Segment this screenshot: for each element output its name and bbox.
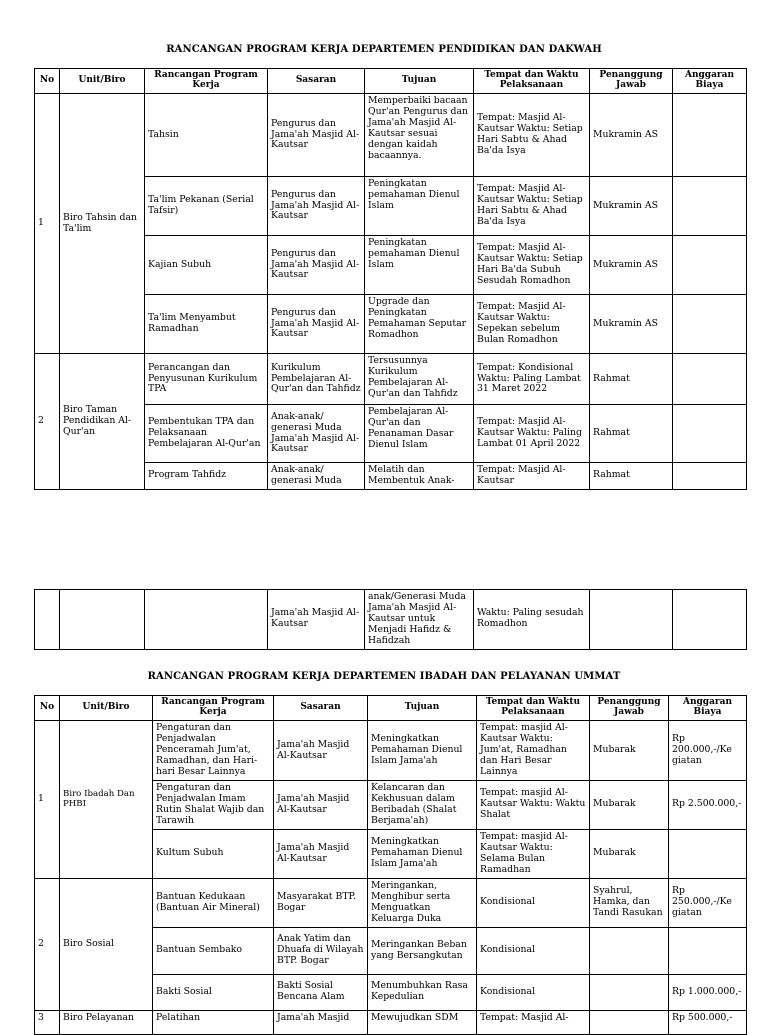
row-program: Ta'lim Menyambut Ramadhan <box>145 295 268 354</box>
row-pj: Mubarak <box>590 829 669 878</box>
row-tempat: Tempat: Masjid Al-Kautsar Waktu: Setiap Hari Sabtu & Ahad Ba'da Isya <box>474 177 590 236</box>
row-pj: Mubarak <box>590 781 669 830</box>
header-sasaran: Sasaran <box>268 69 365 94</box>
row-tujuan: Tersusunnya Kurikulum Pembelajaran Al-Qur'an dan Tahfidz <box>365 354 474 405</box>
row-tujuan: Kelancaran dan Kekhusuan dalam Beribadah (Shalat Berjama'ah) <box>368 781 477 830</box>
row-unit: Biro Ibadah Dan PHBI <box>60 721 153 879</box>
row-tempat: Tempat: masjid Al-Kautsar Waktu: Jum'at, Ramadhan dan Hari Besar Lainnya <box>477 721 590 781</box>
row-tujuan: anak/Generasi Muda Jama'ah Masjid Al-Kautsar untuk Menjadi Hafidz & Hafidzah <box>365 590 474 650</box>
row-tempat: Tempat: masjid Al-Kautsar Waktu: Selama Bulan Ramadhan <box>477 829 590 878</box>
header-pj: Penanggung Jawab <box>590 696 669 721</box>
row-tujuan: Peningkatan pemahaman Dienul Islam <box>365 236 474 295</box>
row-tujuan: Pembelajaran Al-Qur'an dan Penanaman Dasar Dienul Islam <box>365 405 474 463</box>
row-program: Pembentukan TPA dan Pelaksanaan Pembelajaran Al-Qur'an <box>145 405 268 463</box>
row-biaya: Rp 2.500.000,- <box>669 781 747 830</box>
header-pj: Penanggung Jawab <box>590 69 673 94</box>
row-tempat: Tempat: Masjid Al-Kautsar Waktu: Setiap Hari Ba'da Subuh Sesudah Romadhon <box>474 236 590 295</box>
header-biaya: Anggaran Biaya <box>669 696 747 721</box>
row-pj <box>590 974 669 1010</box>
row-biaya <box>673 295 747 354</box>
row-unit: Biro Tahsin dan Ta'lim <box>60 94 145 354</box>
row-tempat: Tempat: Masjid Al-Kautsar Waktu: Paling Lambat 01 April 2022 <box>474 405 590 463</box>
row-tempat: Kondisional <box>477 878 590 927</box>
header-biaya: Anggaran Biaya <box>673 69 747 94</box>
row-sasaran: Pengurus dan Jama'ah Masjid Al-Kautsar <box>268 94 365 177</box>
row-tujuan: Meringankan Beban yang Bersangkutan <box>368 927 477 974</box>
row-biaya: Rp 500.000,- <box>669 1010 747 1034</box>
row-biaya <box>673 405 747 463</box>
header-sasaran: Sasaran <box>274 696 368 721</box>
table-row <box>35 590 747 650</box>
row-program: Bantuan Sembako <box>153 927 274 974</box>
page-title-ibadah-pelayanan: RANCANGAN PROGRAM KERJA DEPARTEMEN IBADAH DAN PELAYANAN UMMAT <box>147 671 621 682</box>
row-biaya <box>673 94 747 177</box>
row-tempat: Tempat: masjid Al-Kautsar Waktu: Waktu Shalat <box>477 781 590 830</box>
row-program: Pengaturan dan Penjadwalan Imam Rutin Shalat Wajib dan Tarawih <box>153 781 274 830</box>
program-table-ibadah <box>34 695 747 1035</box>
row-pj: Mukramin AS <box>590 94 673 177</box>
row-sasaran: Anak Yatim dan Dhuafa di Wilayah BTP. Bogar <box>274 927 368 974</box>
header-program: Rancangan Program Kerja <box>145 69 268 94</box>
row-pj: Mukramin AS <box>590 236 673 295</box>
table-header-row <box>35 696 747 721</box>
row-program: Ta'lim Pekanan (Serial Tafsir) <box>145 177 268 236</box>
row-biaya <box>673 463 747 490</box>
row-program: Kultum Subuh <box>153 829 274 878</box>
row-tempat: Tempat: Kondisional Waktu: Paling Lambat 31 Maret 2022 <box>474 354 590 405</box>
row-unit: Biro Taman Pendidikan Al-Qur'an <box>60 354 145 490</box>
row-unit: Biro Sosial <box>60 878 153 1010</box>
row-pj <box>590 1010 669 1034</box>
row-program: Bantuan Kedukaan (Bantuan Air Mineral) <box>153 878 274 927</box>
row-tujuan: Meningkatkan Pemahaman Dienul Islam Jama'ah <box>368 721 477 781</box>
row-pj: Mubarak <box>590 721 669 781</box>
row-program: Program Tahfidz <box>145 463 268 490</box>
row-sasaran: Jama'ah Masjid <box>274 1010 368 1034</box>
row-tempat: Tempat: Masjid Al- <box>477 1010 590 1034</box>
row-no: 2 <box>35 354 60 490</box>
row-sasaran: Jama'ah Masjid Al-Kautsar <box>274 721 368 781</box>
header-tempat: Tempat dan Waktu Pelaksanaan <box>477 696 590 721</box>
row-tempat: Tempat: Masjid Al-Kautsar Waktu: Setiap Hari Sabtu & Ahad Ba'da Isya <box>474 94 590 177</box>
row-no: 1 <box>35 721 60 879</box>
row-biaya: Rp 200.000,-/Ke giatan <box>669 721 747 781</box>
table-row <box>35 354 747 405</box>
row-tujuan: Meningkatkan Pemahaman Dienul Islam Jama'ah <box>368 829 477 878</box>
row-tujuan: Peningkatan pemahaman Dienul Islam <box>365 177 474 236</box>
row-program: Pengaturan dan Penjadwalan Penceramah Jum'at, Ramadhan, dan Hari-hari Besar Lainnya <box>153 721 274 781</box>
row-no: 2 <box>35 878 60 1010</box>
row-pj: Mukramin AS <box>590 177 673 236</box>
row-program: Bakti Sosial <box>153 974 274 1010</box>
row-tujuan: Meringankan, Menghibur serta Menguatkan Keluarga Duka <box>368 878 477 927</box>
row-pj: Mukramin AS <box>590 295 673 354</box>
table-row <box>35 94 747 177</box>
row-tempat: Kondisional <box>477 974 590 1010</box>
row-no: 1 <box>35 94 60 354</box>
row-tujuan: Mewujudkan SDM <box>368 1010 477 1034</box>
row-sasaran: Kurikulum Pembelajaran Al-Qur'an dan Tahfidz <box>268 354 365 405</box>
header-tujuan: Tujuan <box>368 696 477 721</box>
row-no: 3 <box>35 1010 60 1034</box>
program-table-pendidikan <box>34 68 747 490</box>
row-sasaran: Masyarakat BTP. Bogar <box>274 878 368 927</box>
row-tujuan: Menumbuhkan Rasa Kepedulian <box>368 974 477 1010</box>
row-pj: Rahmat <box>590 354 673 405</box>
row-program: Pelatihan <box>153 1010 274 1034</box>
header-tempat: Tempat dan Waktu Pelaksanaan <box>474 69 590 94</box>
row-sasaran: Jama'ah Masjid Al-Kautsar <box>268 590 365 650</box>
row-biaya <box>673 354 747 405</box>
table-header-row <box>35 69 747 94</box>
row-sasaran: Pengurus dan Jama'ah Masjid Al-Kautsar <box>268 177 365 236</box>
row-tempat: Tempat: Masjid Al-Kautsar Waktu: Sepekan sebelum Bulan Romadhon <box>474 295 590 354</box>
row-sasaran: Pengurus dan Jama'ah Masjid Al-Kautsar <box>268 295 365 354</box>
page-title-pendidikan-dakwah: RANCANGAN PROGRAM KERJA DEPARTEMEN PENDIDIKAN DAN DAKWAH <box>166 44 602 55</box>
table-row <box>35 721 747 781</box>
row-biaya <box>669 829 747 878</box>
row-program: Tahsin <box>145 94 268 177</box>
row-pj: Rahmat <box>590 463 673 490</box>
table-row <box>35 878 747 927</box>
header-program: Rancangan Program Kerja <box>153 696 274 721</box>
row-sasaran: Bakti Sosial Bencana Alam <box>274 974 368 1010</box>
continuation-table <box>34 589 747 650</box>
row-tujuan: Melatih dan Membentuk Anak- <box>365 463 474 490</box>
row-sasaran: Pengurus dan Jama'ah Masjid Al-Kautsar <box>268 236 365 295</box>
row-unit: Biro Pelayanan <box>60 1010 153 1034</box>
row-biaya <box>669 927 747 974</box>
header-unit: Unit/Biro <box>60 696 153 721</box>
row-program: Perancangan dan Penyusunan Kurikulum TPA <box>145 354 268 405</box>
table-row <box>35 1010 747 1034</box>
row-biaya: Rp 250.000,-/Ke giatan <box>669 878 747 927</box>
row-biaya: Rp 1.000.000,- <box>669 974 747 1010</box>
row-tempat: Waktu: Paling sesudah Romadhon <box>474 590 590 650</box>
row-sasaran: Anak-anak/ generasi Muda <box>268 463 365 490</box>
row-program: Kajian Subuh <box>145 236 268 295</box>
row-tempat: Kondisional <box>477 927 590 974</box>
row-sasaran: Jama'ah Masjid Al-Kautsar <box>274 781 368 830</box>
header-unit: Unit/Biro <box>60 69 145 94</box>
header-no: No <box>35 69 60 94</box>
row-tujuan: Upgrade dan Peningkatan Pemahaman Seputar Romadhon <box>365 295 474 354</box>
row-tujuan: Memperbaiki bacaan Qur'an Pengurus dan Jama'ah Masjid Al-Kautsar sesuai dengan kaidah bacaannya. <box>365 94 474 177</box>
header-no: No <box>35 696 60 721</box>
row-biaya <box>673 236 747 295</box>
row-biaya <box>673 177 747 236</box>
row-pj <box>590 927 669 974</box>
row-pj: Syahrul, Hamka, dan Tandi Rasukan <box>590 878 669 927</box>
row-pj: Rahmat <box>590 405 673 463</box>
header-tujuan: Tujuan <box>365 69 474 94</box>
row-sasaran: Jama'ah Masjid Al-Kautsar <box>274 829 368 878</box>
row-sasaran: Anak-anak/ generasi Muda Jama'ah Masjid Al-Kautsar <box>268 405 365 463</box>
row-tempat: Tempat: Masjid Al-Kautsar <box>474 463 590 490</box>
